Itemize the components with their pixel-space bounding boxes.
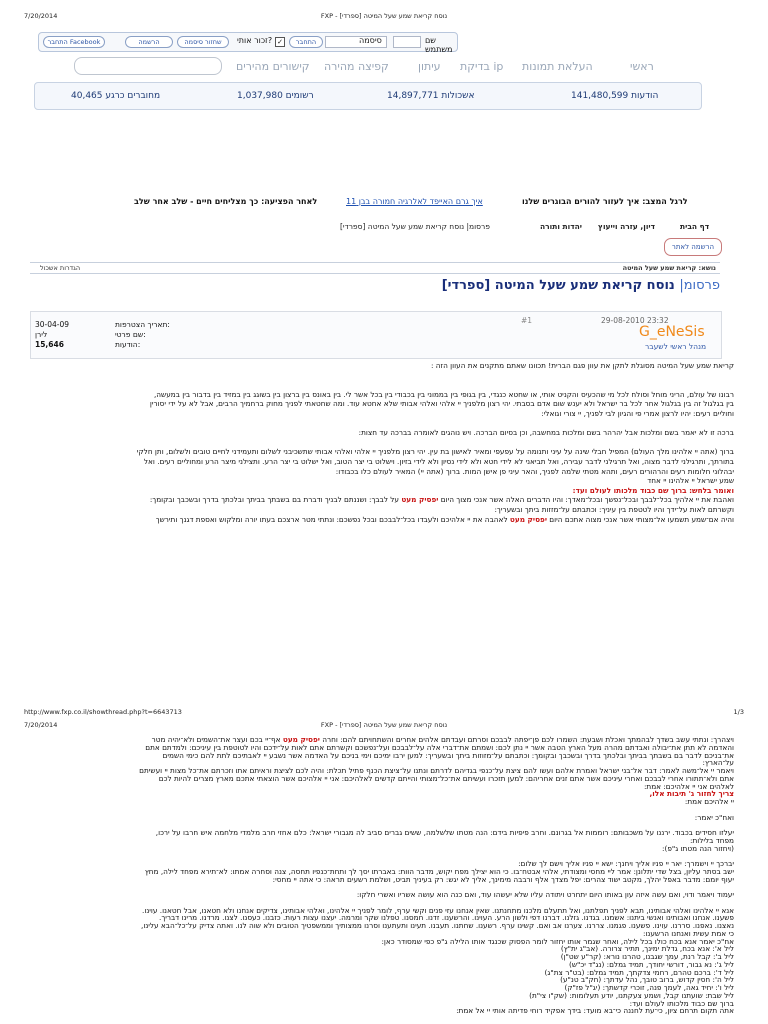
stat-online: 40,465 מחוברים כרגע — [71, 91, 161, 101]
nav-quick-jump[interactable]: קפיצה מהירה — [324, 60, 389, 73]
print-title-2: FXP - נוסח קריאת שמע שעל המיטה [ספרדי] — [320, 721, 448, 729]
post-date: 29-08-2010 23:32 — [601, 316, 669, 325]
body-line: יעוף יומם: מדבר באפל יהלך, מקטב ישוד צהרים: יפל מצדך אלף ורבבה מימינך, אליך לא יגש: רק בעיניך תביט, ושלמת רשעים תראה: כי אתה יי מחסי: — [272, 874, 734, 884]
post-user-rank: מנהל ראשי לשעבר — [645, 342, 707, 351]
body-line: והיה אם־שמע תשמעו אל־מצותי אשר אנכי מצוה אתכם היום יפסיק מעט לאהבה את יי אלהיכם ולעבדו בכל־לבבכם ובכל נפשכם: ונתתי מטר ארצכם בעתו יורה ומלקוש ואספת דגנך ותירשך — [155, 514, 734, 524]
body-line: על־הארץ: — [702, 758, 734, 768]
body-line: ואח"כ יאמר: — [694, 812, 734, 822]
body-line: ליל ג': נא גבור, דורשי יחודך, תמיד גמלם: (נג"ד יכ"ש) — [569, 959, 734, 969]
body-line: יעמוד ויאמר ודוי, ואם עשה איזה עון באותו היום יתחרט ויתודה עליו שלא יעשהו עוד, ואם כנה הוא עושה אשריו ואשרי חלקו: — [356, 890, 734, 899]
print-date: 7/20/2014 — [24, 12, 58, 20]
post-count-label: הודעות: — [115, 340, 141, 349]
body-line: פשענו. אנחנו ואבותינו ואנשי ביתנו: אשמנו. בגדנו. גזלנו. דברנו דפי ולשון הרע. העוינו. והרשענו. זדנו. חמסנו. טפלנו שקר ומרמה. יעצנו עצות רעות. כזבנו. כעסנו. לצנו. מרדנו. מרינו דבריך. — [159, 913, 734, 923]
body-line: ואהבת את יי אלהיך בכל־לבבך ובכל־נפשך ובכל־מאדך: והיו הדברים האלה אשר אנכי מצוך היום יפסיק מעט על לבבך: ושננתם לבניך ודברת בם בשבתך בביתך ובלכתך בדרך ובשכבך ובקומך: — [149, 495, 734, 505]
body-line: בתורתך, ותרגילני לדבר מצוה, ואל תרגילני לדבר עבירה, ואל תביאני לא לידי חטא ולא לידי נסיון ולא לידי בזיון. וישלוט בי יצר הטוב, ואל ישלוט בי יצר הרע. ותצילני מיצר הרע ומחוליים רעים. ואל — [143, 457, 734, 466]
body-line: וקשרתם לאות על־ידך והיו לטטפת בין עיניך: וכתבתם על־מזזות ביתך ובשעריך: — [494, 505, 734, 514]
body-line: אח"כ יאמר אנא בכח כולו בכל לילה, ואחר שגמר אותו יחזור לומר הפסוק שכנגד אותו הלילה ג"פ כפי שמסודר כאן: — [381, 936, 734, 946]
nav-home[interactable]: ראשי — [630, 60, 654, 73]
print-title: FXP - נוסח קריאת שמע שעל המיטה [ספרדי] — [320, 12, 448, 20]
nav-ip-check[interactable]: בדיקת ip — [460, 60, 504, 73]
search-input[interactable] — [74, 57, 222, 75]
nav-newspaper[interactable]: עיתון — [418, 60, 441, 73]
stat-posts: 141,480,599 הודעות — [571, 91, 659, 101]
breadcrumb-home[interactable]: דף הבית — [680, 222, 710, 231]
login-button[interactable]: התחבר — [289, 36, 323, 48]
breadcrumb-current: פרסומ| נוסח קריאת שמע שעל המיטה [ספרדי] — [340, 222, 490, 231]
body-line: שמע ישראל יי אלהינו יי אחד — [647, 476, 734, 486]
post-number[interactable]: #1 — [521, 316, 533, 325]
body-line: אתם ולא־תתורו אחרי לבבכם ואחרי עיניכם אשר אתם זנים אחריהם: למען תזכרו ועשיתם את־כל־מצותי והייתם קדשים לאלהיכם: אני יי אלהיכם אשר הוצאתי אתכם מארץ מצרים להיות לכם — [158, 773, 734, 783]
first-name-value: לירן — [35, 330, 48, 339]
body-line: כי אמת עשית ואנחנו הרשענו: — [642, 928, 734, 938]
stat-members: 1,037,980 רשומים — [237, 91, 314, 101]
body-line: בין בגלגול זה בין בגלגול אחר לכל בר ישראל ולא יענש שום אדם בסבתי. יהי רצון מלפניך יי אלהי ואלהי אבותי שלא אחטא עוד. ומה שחטאתי לפניך מחוק ברחמיך הרבים, אבל לא על ידי יסורין — [149, 399, 734, 409]
breadcrumb-discussion[interactable]: דיון, עזרה וייעוץ — [598, 222, 656, 231]
body-line: ליל שבת: שועתנו קבל, ושמע צעקתנו, יודע תעלומות: (שק"ו צי"ת) — [529, 990, 734, 1000]
body-line: ברוך שם כבוד מלכותו לעולם ועד: — [629, 998, 734, 1008]
remember-me-checkbox[interactable]: ✓ — [275, 37, 285, 47]
body-line: ליל ו': יחיד גאה, לעמך פנה, זוכרי קדשתך: (יג"ל פז"ק) — [564, 983, 734, 992]
print-date-2: 7/20/2014 — [24, 721, 58, 729]
post-username[interactable]: G_eNeSis — [639, 324, 705, 340]
body-line: את־בניכם לדבר בם בשבתך בביתך ובלכתך בדרך ובשכבך ובקומך: וכתבתם על־מזוזות ביתך ובשעריך: למען ירבו ימיכם וימי בניכם על האדמה אשר נשבע יי לאבתיכם לתת להם כימי השמים — [162, 750, 734, 760]
body-line: אנא יי אלהינו ואלהי אבותינו, תבא לפניך תפלתנו, ואל תתעלם מלכנו מתחנתנו. שאין אנחנו עזי פנים וקשי ערף, לומר לפניך יי אלהינו, ואלהי אבותינו, צדיקים אנחנו ולא חטאנו, אבל חטאנו. עוינו. — [142, 905, 734, 915]
body-line: נאצנו. נאפנו. סררנו. עוינו. פשענו. פגמנו. צררנו. צערנו אב ואם. קשינו ערף. רשענו. שחתנו. תעבנו. תעינו ותעתענו וסרנו ממצותיך וממשפטיך הטובים ולא שוה לנו. ואתה צדיק על־כל־הבא עלינו, — [141, 921, 734, 930]
breadcrumb-judaism[interactable]: יהדות ותורה — [540, 222, 583, 231]
thread-title — [442, 278, 720, 293]
body-line: ליל ב': קבל רנת, עמך שגבנו, טהרנו נורא: (קר"ע שט"ן) — [560, 952, 734, 961]
thread-prefix: פרסומ| — [679, 278, 720, 293]
join-date-value: 30-04-09 — [35, 320, 70, 329]
body-line: ליל ד': ברכם טהרם, רחמי צדקתך, תמיד גמלם: (בט"ר צת"ג) — [544, 967, 734, 977]
body-line: יעלזו חסידים בכבוד. ירננו על משכבותם: רוממות אל בגרונם. וחרב פיפיות בידם: הנה מטתו שלשלמה, ששים גברים סביב לה מגבורי ישראל: כלם אחזי חרב מלמדי מלחמה איש חרבו על ירכו, — [155, 828, 734, 837]
join-date-label: תאריך הצטרפות: — [115, 320, 170, 329]
body-line: והאדמה לא תתן את־יבולה ואבדתם מהרה מעל הארץ הטבה אשר יי נתן לכם: ושמתם את־דברי אלה על־לבבכם ועל־נפשכם וקשרתם אתם לאות על־ידכם והיו לטוטפת בין עיניכם: ולמדתם אתם — [145, 742, 734, 752]
body-line: ליל א': אנא בכח, גדלת ימינך, תתיר צרורה. (אב"ג ית"ץ) — [560, 944, 734, 954]
thread-tools-link[interactable]: הגדרות אשכול — [40, 264, 81, 272]
body-line: ויאמר יי אל־משה לאמר: דבר אל־בני ישראל ואמרת אלהם ועשו להם ציצת על־כנפי בגדיהם לדרתם ונתנו על־ציצת הכנף פתיל תכלת: והיה לכם לציצת וראיתם אתו וזכרתם את־כל מצות יי ועשיתם — [139, 766, 734, 775]
body-line: ברכה זו לא יאמר בשם ומלכות אבל יהרהר בשם ומלכות במחשבה, וכן בסיום הברכה. ויש נוהגים לאומרה בברכה עד חצות: — [358, 428, 734, 438]
body-line: יי אלהיכם אמת: — [684, 797, 734, 806]
print-url: http://www.fxp.co.il/showthread.php?t=6643713 — [24, 708, 182, 716]
remember-me-label: זכור אותי? — [237, 36, 273, 45]
body-line: קריאת שמע שעל המיטה מסוגלת לתקן את עוון פגם הברית! תכוונו שאתם מתקנים את העוון הזה : — [431, 361, 734, 370]
body-line: מפחד בלילות: — [690, 835, 734, 845]
body-line: ליל ה': חסין קדוש, ברוב טובך, נהל עדתך: (חק"ב טנ"ע) — [560, 975, 734, 985]
body-line: יברכך יי וישמרך: יאר יי פניו אליך ויחנך: ישא יי פניו אליך וישם לך שלום: — [518, 859, 734, 868]
username-field[interactable] — [393, 36, 421, 48]
site-stats — [34, 82, 702, 110]
body-line: יבהלוני חלומות רעים והרהורים רעים, ותהא מטתי שלמה לפניך, והאר עיני פן אישן המות. ברוך (אתה יי) המאיר לעולם כלו בכבודו: — [335, 466, 734, 476]
body-line: ויצהרך: ונתתי עשב בשדך לבהמתך ואכלת ושבעת: השמרו לכם פן־יפתה לבבכם וסרתם ועבדתם אלהים אחרים והשתחויתם להם: וחרה יפסיק מעט אף־יי בכם ועצר את־השמים ולא־יהיה מטר — [151, 735, 734, 744]
thread-title-text: נוסח קריאת שמע שעל המיטה [ספרדי] — [441, 278, 675, 293]
body-line: וחוליים רעים: יהיו לרצון אמרי פי והגיון לבי לפניך, יי צורי וגואלי: — [541, 409, 734, 418]
password-label: סיסמה — [359, 36, 382, 45]
facebook-login-button[interactable]: התחבר Facebook — [43, 36, 105, 48]
body-line: רבונו של עולם, הריני מוחל וסולח לכל מי שהכעיס והקניט אותי, או שחטא כנגדי, בין בגופי בין בממוני בין בכבודי בין בכל אשר לי. בין באונס בין ברצון בין בשוגג בין במזיד בין בדבור בין במעשה, — [153, 389, 734, 399]
featured-label-2[interactable]: לאחר הפציעה: כך מצליחים חיים - שלב אחר שלב — [134, 197, 318, 206]
first-name-label: שם פרטי: — [115, 330, 146, 339]
body-line: (ויחזור הנה מטתו ג"פ): — [662, 843, 734, 853]
thread-subject: נושא: קריאת שמע שעל המיטה — [622, 264, 716, 272]
forgot-password-button[interactable]: שחזור סיסמה — [177, 36, 229, 48]
post-header — [30, 311, 722, 359]
body-line: צריך לחזור ג' תיבות אלו, — [649, 789, 734, 799]
body-line: לאלהים אני יי אלהיכם: אמת: — [643, 781, 734, 791]
featured-link-1[interactable]: איך גרם האייפד לאלרגיה חמורה בבן 11 — [346, 197, 483, 206]
nav-quick-links[interactable]: קישורים מהירים — [236, 60, 310, 73]
body-line: אתה תקום תרחם ציון, כי־עת לחננה כי־בא מועד: בידך אפקיד רוחי פדיתה אותי יי אל אמת: — [456, 1006, 734, 1016]
featured-label-1[interactable]: לרגל המצב: איך לעזור להורים הבוגרים שלנו — [522, 197, 688, 206]
body-line: ברוך (אתה יי אלהינו מלך העולם) המפיל חבלי שינה על עיני ותנומה על עפעפי ומאיר לאישון בת עין. יהי רצון מלפניך יי אלהי ואלהי אבותי שתשכיבני לשלום ותעמידני לחיים טובים ולשלום, ותן חלקי — [136, 447, 734, 457]
body-line: ישב בסתר עליון, בצל שדי יתלונן: אמר ליי מחסי ומצודתי, אלהי אבטח־בו. כי הוא יצילך מפח יקוש, מדבר הוות: באברתו יסך לך ותחת־כנפיו תחסה, צנה וסחרה אמתו: לא־תירא מפחד לילה, מחץ — [144, 866, 734, 876]
login-bar — [38, 32, 458, 52]
body-line: ואומר בלחש: ברוך שם כבוד מלכותו לעולם ועד: — [572, 485, 734, 495]
register-site-button[interactable]: הרשמה לאתר — [664, 238, 722, 256]
nav-image-upload[interactable]: העלאת תמונות — [522, 60, 593, 73]
stat-threads: 14,897,771 אשכולות — [387, 91, 475, 101]
username-label: שם משתמש — [425, 36, 453, 54]
register-button[interactable]: הרשמה — [125, 36, 173, 48]
thread-bar — [30, 262, 720, 274]
print-page-number: 1/3 — [733, 708, 744, 716]
post-count-value: 15,646 — [35, 340, 64, 349]
